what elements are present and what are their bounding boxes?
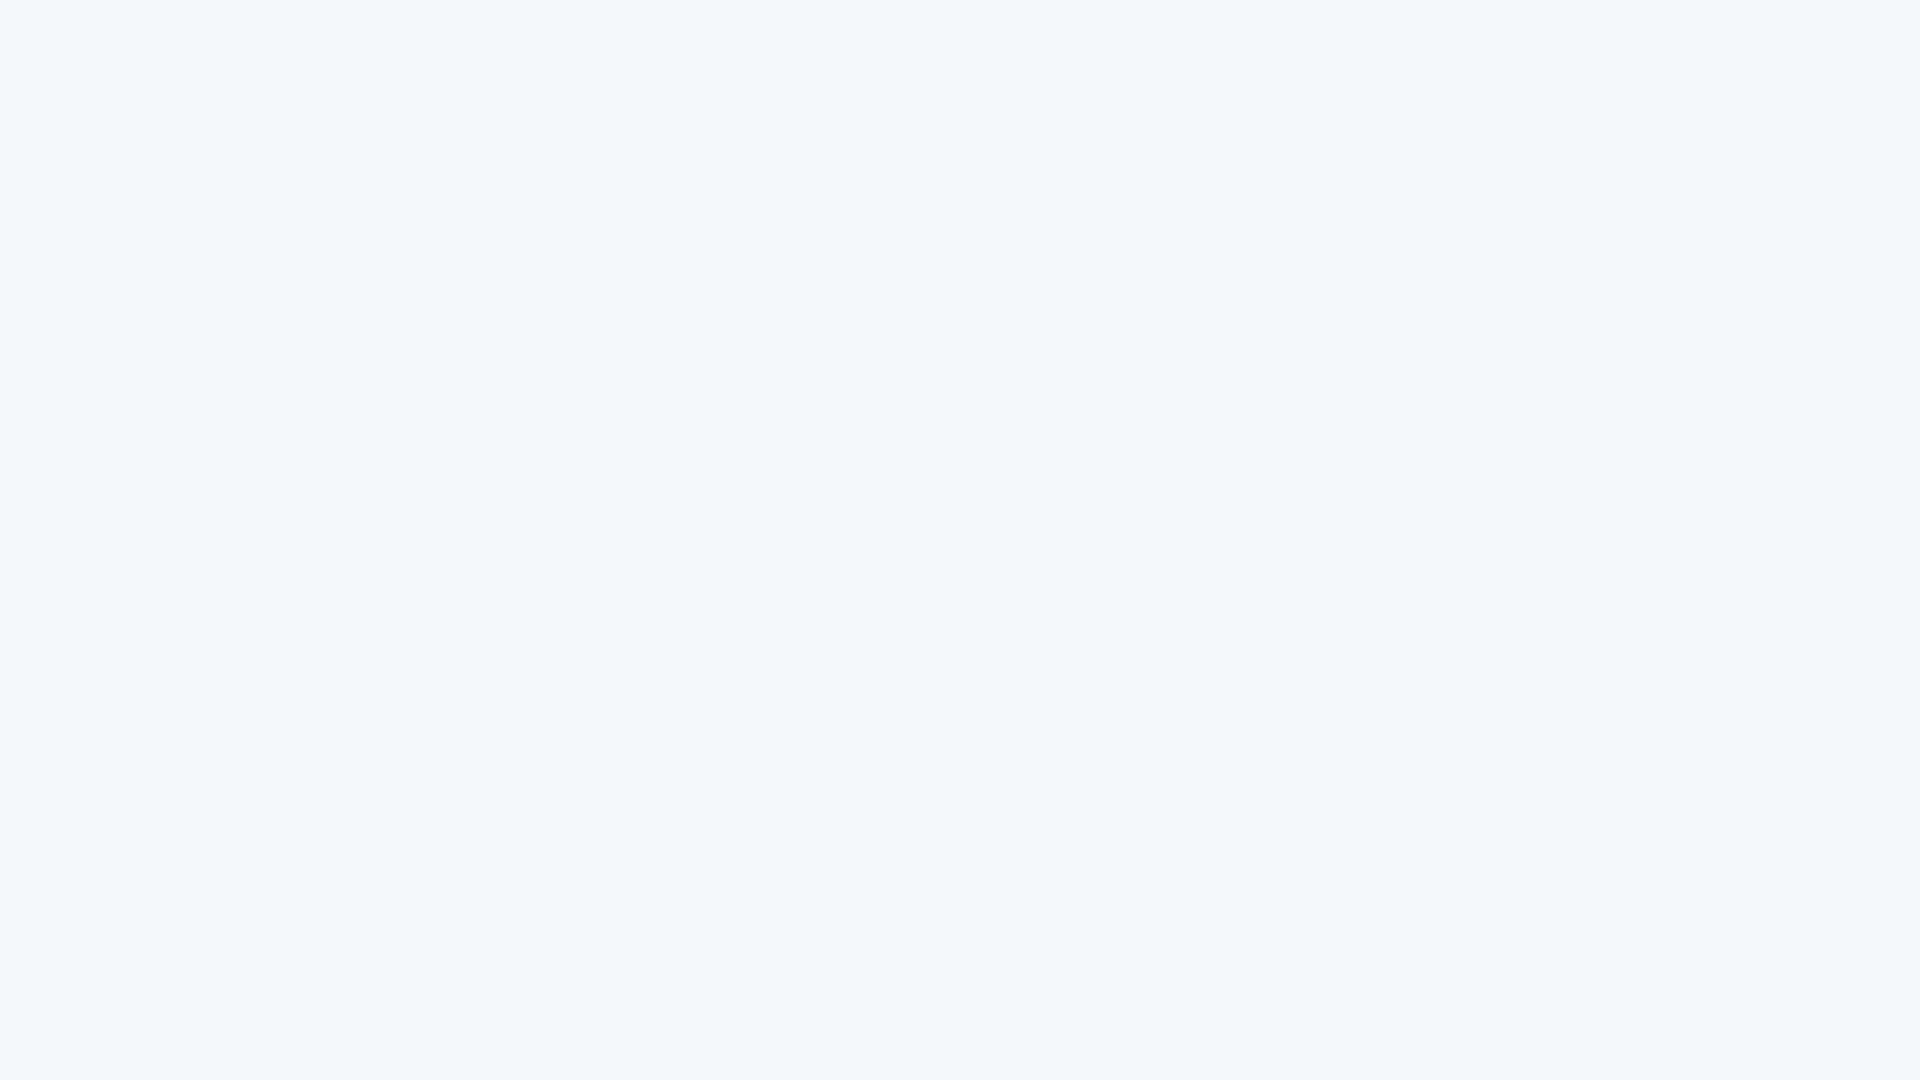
block-2020 [242,800,504,810]
block-2023b [1065,112,1327,118]
block-2024 [1242,798,1504,824]
block-2021a [408,128,670,134]
block-2026 [1576,794,1838,804]
block-2023a [904,792,1170,804]
block-2021b [578,798,840,808]
block-2018 [88,170,350,178]
block-2022 [742,118,1004,130]
block-2025 [1395,130,1657,144]
